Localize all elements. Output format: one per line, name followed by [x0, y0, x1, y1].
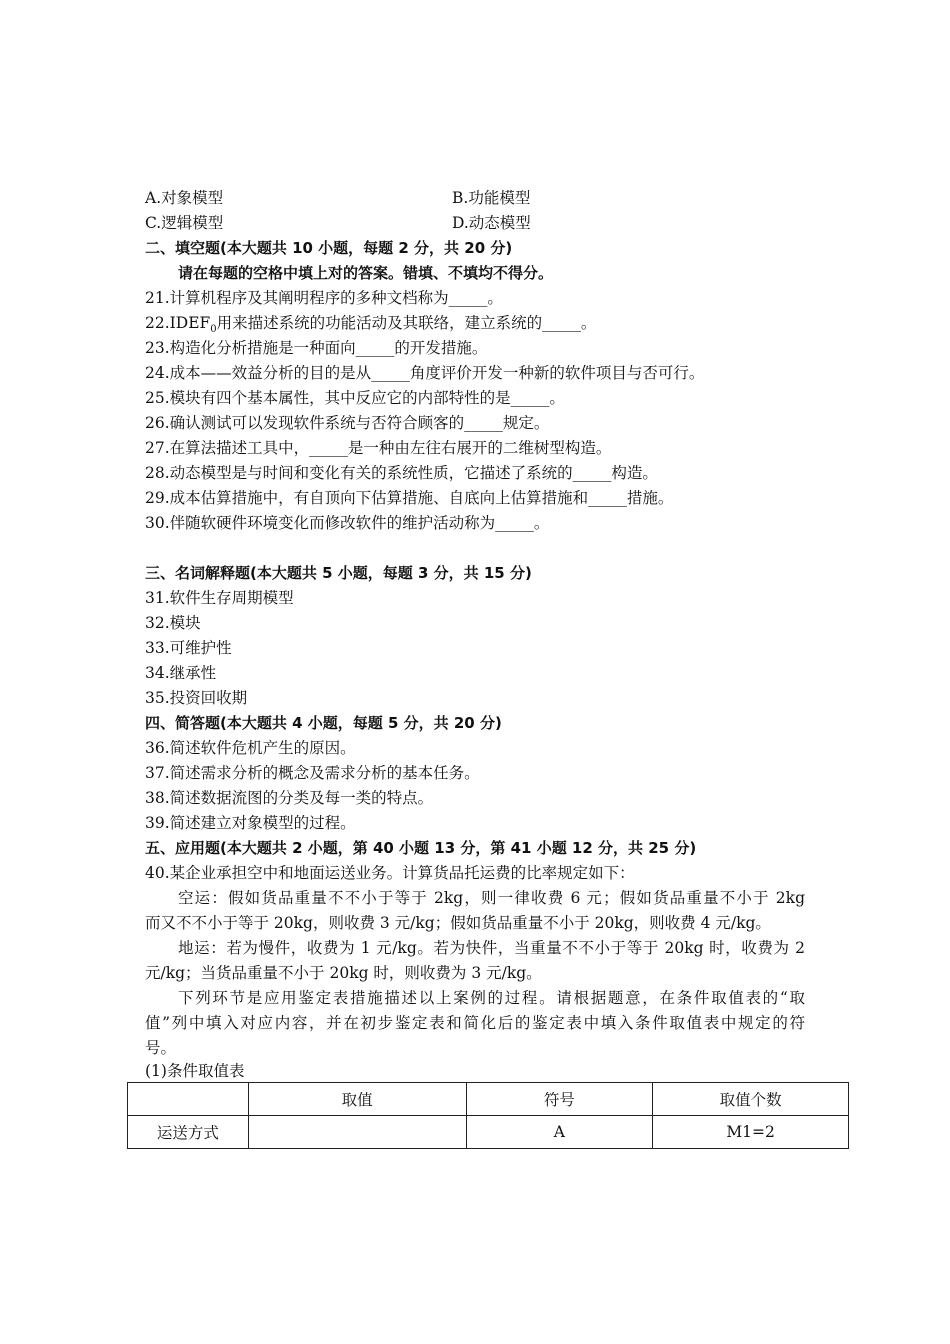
question-21: 21.计算机程序及其阐明程序的多种文档称为_____。 [145, 289, 503, 307]
option-d: D.动态模型 [452, 214, 531, 232]
question-24: 24.成本——效益分析的目的是从_____角度评价开发一种新的软件项目与否可行。 [145, 364, 705, 382]
section3-heading: 三、名词解释题(本大题共 5 小题，每题 3 分，共 15 分) [145, 564, 532, 582]
condition-value-table [127, 1082, 849, 1149]
question-30: 30.伴随软硬件环境变化而修改软件的维护活动称为_____。 [145, 514, 550, 532]
table-cell: A [466, 1116, 653, 1149]
question-28: 28.动态模型是与时间和变化有关的系统性质，它描述了系统的_____构造。 [145, 464, 658, 482]
question-31: 31.软件生存周期模型 [145, 589, 294, 607]
question-22-text: 用来描述系统的功能活动及其联络，建立系统的_____。 [216, 314, 597, 332]
question-38: 38.简述数据流图的分类及每一类的特点。 [145, 789, 434, 807]
question-34: 34.继承性 [145, 664, 217, 682]
instruction-line-3: 号。 [145, 1039, 177, 1057]
question-33: 33.可维护性 [145, 639, 232, 657]
table-cell: 运送方式 [128, 1116, 249, 1149]
question-27: 27.在算法描述工具中，_____是一种由左往右展开的二维树型构造。 [145, 439, 612, 457]
question-29: 29.成本估算措施中，有自顶向下估算措施、自底向上估算措施和_____措施。 [145, 489, 674, 507]
question-23: 23.构造化分析措施是一种面向_____的开发措施。 [145, 339, 488, 357]
instruction-line-1: 下列环节是应用鉴定表措施描述以上案例的过程。请根据题意，在条件取值表的“取 [178, 989, 805, 1007]
question-25: 25.模块有四个基本属性，其中反应它的内部特性的是_____。 [145, 389, 565, 407]
air-freight-line-1: 空运：假如货品重量不不小于等于 2kg，则一律收费 6 元；假如货品重量不小于 2kg [178, 889, 805, 907]
table-header-cell: 取值 [248, 1083, 466, 1116]
table-row [128, 1116, 849, 1149]
table-header-row [128, 1083, 849, 1116]
table-caption: (1)条件取值表 [145, 1062, 245, 1080]
question-22-subscript: 0 [210, 324, 217, 336]
section2-heading: 二、填空题(本大题共 10 小题，每题 2 分，共 20 分) [145, 239, 513, 257]
question-36: 36.简述软件危机产生的原因。 [145, 739, 356, 757]
question-37: 37.简述需求分析的概念及需求分析的基本任务。 [145, 764, 480, 782]
instruction-line-2: 值”列中填入对应内容，并在初步鉴定表和简化后的鉴定表中填入条件取值表中规定的符 [145, 1014, 805, 1032]
section2-instruction: 请在每题的空格中填上对的答案。错填、不填均不得分。 [178, 264, 554, 282]
table-cell-empty-value[interactable] [248, 1116, 466, 1149]
option-a: A.对象模型 [145, 189, 224, 207]
question-39: 39.简述建立对象模型的过程。 [145, 814, 356, 832]
section4-heading: 四、简答题(本大题共 4 小题，每题 5 分，共 20 分) [145, 714, 502, 732]
question-26: 26.确认测试可以发现软件系统与否符合顾客的_____规定。 [145, 414, 550, 432]
option-b: B.功能模型 [452, 189, 531, 207]
question-22 [145, 313, 596, 340]
question-32: 32.模块 [145, 614, 201, 632]
air-freight-line-2: 而又不不小于等于 20kg，则收费 3 元/kg；假如货品重量不小于 20kg，则收费 4 元/kg。 [145, 914, 771, 932]
option-c: C.逻辑模型 [145, 214, 224, 232]
section5-heading: 五、应用题(本大题共 2 小题，第 40 小题 13 分，第 41 小题 12 分，共 25 分) [145, 839, 697, 857]
table-header-cell: 符号 [466, 1083, 653, 1116]
table-header-cell [128, 1083, 249, 1116]
ground-freight-line-1: 地运：若为慢件，收费为 1 元/kg。若为快件，当重量不不小于等于 20kg 时，收费为 2 [178, 939, 805, 957]
table-header-cell: 取值个数 [653, 1083, 849, 1116]
table-cell: M1=2 [653, 1116, 849, 1149]
question-35: 35.投资回收期 [145, 689, 248, 707]
question-40: 40.某企业承担空中和地面运送业务。计算货品托运费的比率规定如下： [145, 864, 635, 882]
ground-freight-line-2: 元/kg；当货品重量不小于 20kg 时，则收费为 3 元/kg。 [145, 964, 542, 982]
question-22-prefix: 22.IDEF [145, 314, 211, 332]
